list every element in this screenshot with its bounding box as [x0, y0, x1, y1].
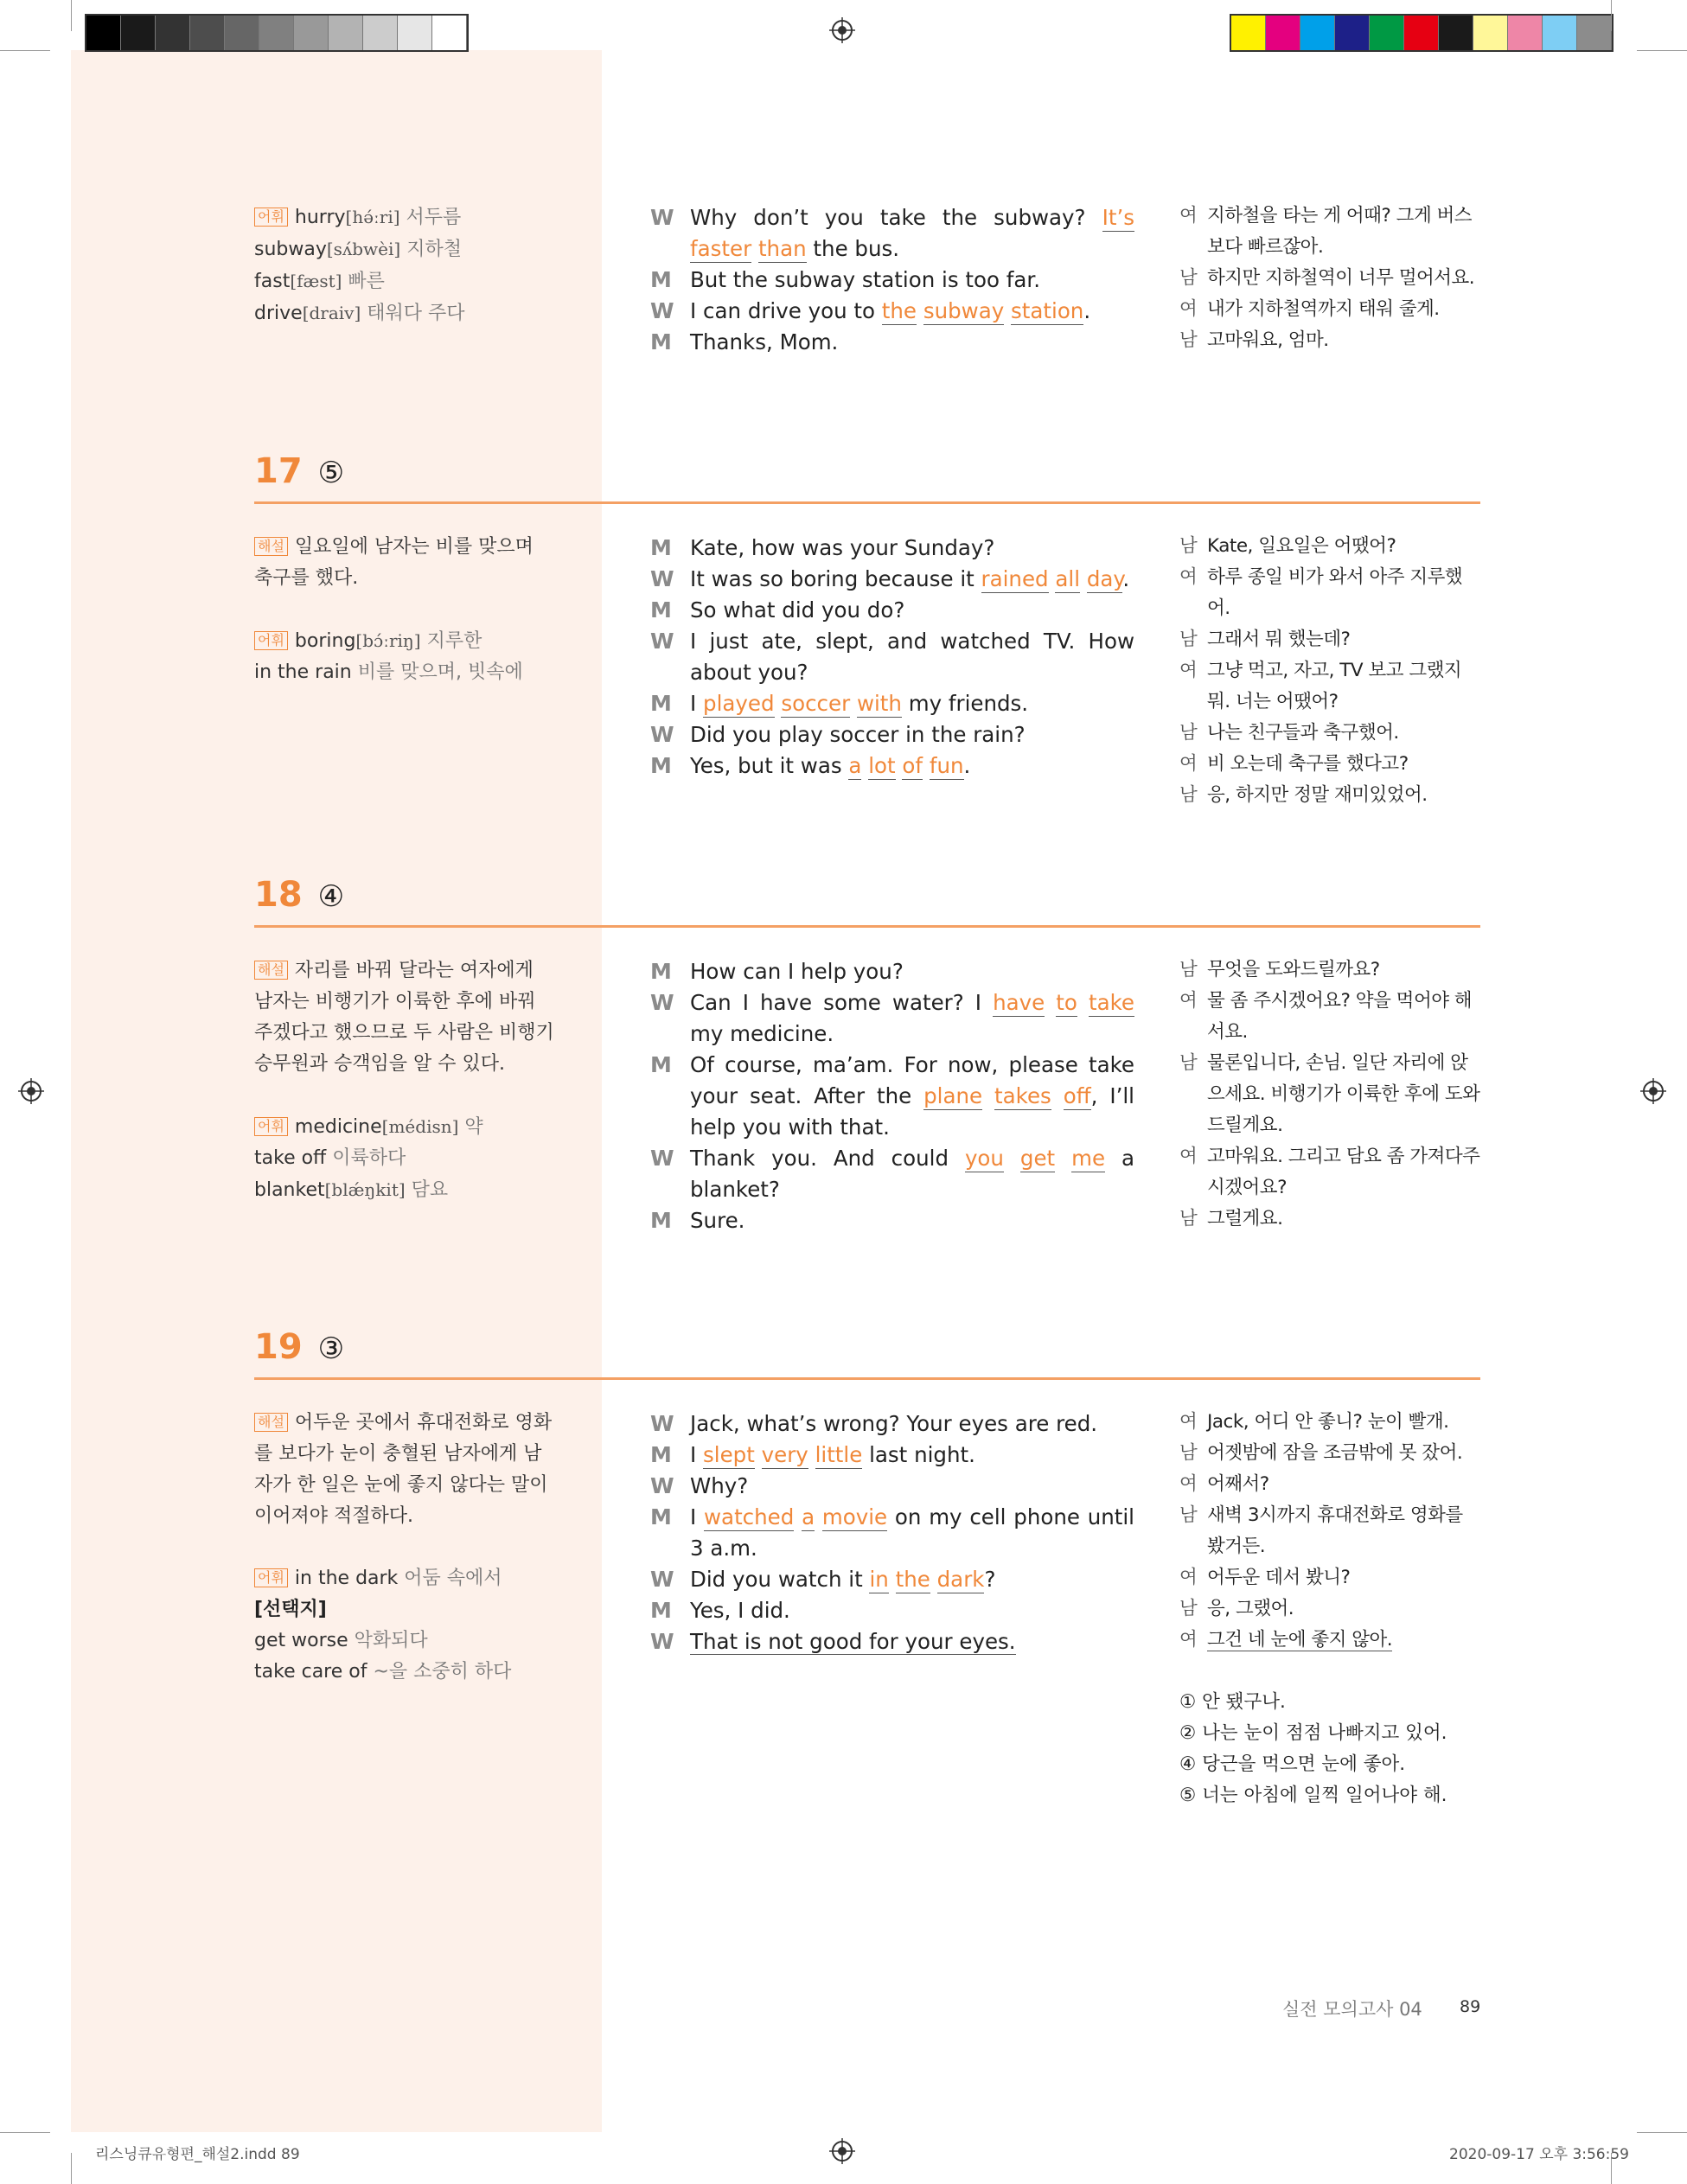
answer-blank: station — [1011, 298, 1084, 323]
dialog-text: Did you watch it in the dark? — [690, 1567, 996, 1592]
speaker-label: 남 — [1179, 629, 1198, 650]
answer-blank: takes — [994, 1083, 1051, 1108]
vocab-item — [254, 1563, 557, 1594]
translation-text: 나는 친구들과 축구했어. — [1207, 722, 1399, 744]
speaker-label: W — [650, 298, 674, 323]
answer-blank: the — [881, 298, 917, 323]
dialog-text: So what did you do? — [690, 597, 905, 623]
translation-text: 물 좀 주시겠어요? 약을 먹어야 해서요. — [1207, 990, 1473, 1043]
translation-line — [1179, 749, 1482, 780]
answer-blank: have — [993, 990, 1045, 1015]
answer-blank: get — [1019, 1146, 1056, 1171]
file-info: 리스닝큐유형편_해설2.indd 89 — [95, 2146, 300, 2163]
dialog-line — [650, 688, 1134, 719]
dialog-text: I slept very little last night. — [690, 1442, 975, 1467]
answer-blank: watched — [704, 1504, 795, 1529]
color-swatch — [363, 16, 398, 50]
vocab-term: fast — [254, 271, 291, 292]
speaker-label: 남 — [1179, 784, 1198, 806]
answer-blank: the — [895, 1567, 930, 1592]
answer-option: ④ 당근을 먹으면 눈에 좋아. — [1179, 1753, 1406, 1775]
speaker-label: 남 — [1179, 1598, 1198, 1619]
crop-mark — [1611, 0, 1612, 31]
translation-line — [1179, 955, 1482, 986]
speaker-label: 남 — [1179, 1442, 1198, 1464]
question-number: 18 — [254, 875, 303, 915]
translation-text: 그럴게요. — [1207, 1208, 1283, 1229]
crop-mark — [1637, 2132, 1687, 2133]
q16-korean-translation — [1179, 201, 1482, 356]
translation-text: 그냥 먹고, 자고, TV 보고 그랬지 뭐. 너는 어땠어? — [1207, 660, 1462, 712]
vocab-term: medicine — [294, 1116, 382, 1138]
answer-blank: a — [848, 753, 862, 778]
vocab-pronunciation: [bɔ́ːriŋ] — [355, 630, 421, 651]
answer-blank: subway — [923, 298, 1005, 323]
speaker-label: W — [650, 629, 674, 654]
translation-text: 비 오는데 축구를 했다고? — [1207, 753, 1409, 775]
vocab-pronunciation: [médisn] — [381, 1116, 459, 1137]
answer-blank: fun — [929, 753, 964, 778]
q18-heading — [254, 875, 344, 915]
explanation-tag: 해설 — [254, 1413, 288, 1432]
speaker-label: 여 — [1179, 205, 1198, 227]
color-swatch — [294, 16, 329, 50]
registration-mark-icon — [18, 1078, 44, 1104]
vocab-term: subway — [254, 239, 327, 260]
speaker-label: M — [650, 1208, 672, 1233]
q17-explanation: 해설 일요일에 남자는 비를 맞으며 축구를 했다. — [254, 536, 534, 589]
crop-mark — [71, 0, 72, 31]
vocab-item — [254, 297, 566, 329]
color-swatch — [1508, 16, 1543, 50]
speaker-label: 여 — [1179, 298, 1198, 320]
speaker-label: 여 — [1179, 1567, 1198, 1588]
answer-mark: ③ — [317, 1331, 345, 1366]
vocab-meaning: 약 — [458, 1116, 483, 1138]
speaker-label: M — [650, 1052, 672, 1077]
registration-mark-icon — [829, 17, 855, 43]
translation-line — [1179, 294, 1482, 325]
translation-line — [1179, 531, 1482, 562]
dialog-text: Yes, but it was a lot of fun. — [690, 753, 971, 778]
translation-text: 내가 지하철역까지 태워 줄게. — [1207, 298, 1440, 320]
vocab-item — [254, 1111, 557, 1143]
vocab-term: get worse — [254, 1630, 348, 1651]
dialog-line — [650, 533, 1134, 564]
grayscale-color-bar — [85, 14, 469, 52]
color-swatch — [1543, 16, 1577, 50]
dialog-line — [650, 1050, 1134, 1143]
vocab-meaning: 서두름 — [399, 207, 462, 228]
translation-line — [1179, 624, 1482, 655]
q19-dialog — [650, 1408, 1134, 1657]
vocab-item — [254, 233, 566, 265]
vocab-item — [254, 1143, 557, 1174]
answer-blank: lot — [868, 753, 896, 778]
color-swatch — [1404, 16, 1439, 50]
answer-blank: off — [1063, 1083, 1091, 1108]
speaker-label: 남 — [1179, 1052, 1198, 1074]
speaker-label: W — [650, 1567, 674, 1592]
dialog-line — [650, 564, 1134, 595]
vocab-term: drive — [254, 303, 303, 324]
answer-blank: you — [964, 1146, 1004, 1171]
q18-korean-translation — [1179, 955, 1482, 1235]
color-swatch — [1370, 16, 1404, 50]
translation-line — [1179, 1438, 1482, 1469]
speaker-label: M — [650, 959, 672, 984]
vocab-pronunciation: [blǽŋkit] — [324, 1179, 406, 1200]
translation-line — [1179, 1407, 1482, 1438]
answer-blank: all — [1055, 566, 1081, 591]
speaker-label: W — [650, 1629, 674, 1654]
translation-text: 하지만 지하철역이 너무 멀어서요. — [1207, 267, 1475, 289]
color-swatch — [1266, 16, 1300, 50]
speaker-label: M — [650, 329, 672, 354]
speaker-label: 남 — [1179, 329, 1198, 351]
vocab-term: take care of — [254, 1661, 367, 1683]
translation-text: Kate, 일요일은 어땠어? — [1207, 535, 1396, 557]
speaker-label: M — [650, 597, 672, 623]
vocab-tag: 어휘 — [254, 1117, 288, 1136]
vocab-term: in the dark — [294, 1568, 399, 1589]
registration-mark-icon — [1640, 1078, 1666, 1104]
q17-notes — [254, 532, 557, 688]
answer-blank: with — [856, 691, 902, 716]
dialog-line — [650, 1471, 1134, 1502]
answer-blank: take — [1088, 990, 1134, 1015]
vocab-meaning: 이륙하다 — [326, 1147, 406, 1169]
speaker-label: W — [650, 205, 674, 230]
translation-line — [1179, 562, 1482, 624]
translation-text: 고마워요. 그리고 담요 좀 가져다주시겠어요? — [1207, 1146, 1480, 1198]
dialog-text: Yes, I did. — [690, 1598, 790, 1623]
vocab-item — [254, 657, 557, 688]
dialog-line — [650, 202, 1134, 265]
dialog-line — [650, 750, 1134, 782]
vocab-meaning: 지루한 — [420, 630, 482, 652]
dialog-text: I played soccer with my friends. — [690, 691, 1029, 716]
color-swatch — [225, 16, 259, 50]
vocab-pronunciation: [hə́ːri] — [345, 207, 400, 227]
color-swatch — [86, 16, 121, 50]
q19-notes — [254, 1408, 557, 1688]
speaker-label: 남 — [1179, 535, 1198, 557]
speaker-label: W — [650, 990, 674, 1015]
dialog-text: Of course, ma’am. For now, please take your seat. After the plane takes off, I’ll help you with that. — [690, 1052, 1134, 1140]
translation-text: 고마워요, 엄마. — [1207, 329, 1329, 351]
answer-blank: slept — [703, 1442, 755, 1467]
answer-mark: ④ — [317, 879, 345, 914]
color-swatch — [1335, 16, 1370, 50]
dialog-line — [650, 987, 1134, 1050]
translation-text: 어젯밤에 잠을 조금밖에 못 잤어. — [1207, 1442, 1463, 1464]
print-timestamp: 2020-09-17 오후 3:56:59 — [1449, 2146, 1629, 2163]
dialog-line — [650, 1143, 1134, 1205]
dialog-text: Jack, what’s wrong? Your eyes are red. — [690, 1411, 1098, 1436]
speaker-label: 남 — [1179, 1208, 1198, 1229]
color-swatch — [329, 16, 363, 50]
dialog-line — [650, 1408, 1134, 1440]
underlined-answer: That is not good for your eyes. — [690, 1629, 1016, 1654]
translation-line — [1179, 655, 1482, 718]
dialog-text: Thank you. And could you get me a blanket? — [690, 1146, 1134, 1202]
translation-line — [1179, 986, 1482, 1048]
vocab-term: blanket — [254, 1179, 325, 1201]
section-divider — [254, 925, 1480, 928]
question-number: 17 — [254, 451, 303, 491]
translation-line — [1179, 1625, 1482, 1656]
vocab-item — [254, 625, 557, 657]
vocab-term: in the rain — [254, 661, 352, 683]
section-divider — [254, 1377, 1480, 1380]
dialog-text: Why? — [690, 1473, 749, 1498]
dialog-line — [650, 595, 1134, 626]
translation-line — [1179, 1562, 1482, 1593]
explanation-tag: 해설 — [254, 961, 288, 980]
q19-heading — [254, 1327, 344, 1367]
vocab-meaning: 악화되다 — [348, 1630, 428, 1651]
translation-text: Jack, 어디 안 좋니? 눈이 빨개. — [1207, 1411, 1449, 1433]
answer-blank: soccer — [781, 691, 851, 716]
speaker-label: 남 — [1179, 959, 1198, 980]
translation-text: 무엇을 도와드릴까요? — [1207, 959, 1380, 980]
speaker-label: W — [650, 1473, 674, 1498]
dialog-line — [650, 719, 1134, 750]
answer-blank: to — [1056, 990, 1077, 1015]
answer-option: ① 안 됐구나. — [1179, 1691, 1286, 1713]
speaker-label: M — [650, 535, 672, 560]
vocab-meaning: 담요 — [405, 1179, 449, 1201]
translation-line — [1179, 780, 1482, 811]
speaker-label: 남 — [1179, 722, 1198, 744]
answer-blank: faster — [690, 236, 752, 261]
q18-dialog — [650, 956, 1134, 1236]
vocab-item — [254, 1174, 557, 1206]
translation-text: 응, 하지만 정말 재미있었어. — [1207, 784, 1428, 806]
translation-line — [1179, 1048, 1482, 1141]
dialog-line — [650, 296, 1134, 327]
dialog-text: Did you play soccer in the rain? — [690, 722, 1026, 747]
dialog-text: It was so boring because it rained all day. — [690, 566, 1130, 591]
vocab-pronunciation: [sʌ́bwèi] — [326, 239, 401, 259]
translation-text: 새벽 3시까지 휴대전화로 영화를 봤거든. — [1207, 1504, 1463, 1557]
translation-text: 지하철을 타는 게 어때? 그게 버스보다 빠르잖아. — [1207, 205, 1473, 258]
crop-mark — [71, 2153, 72, 2184]
vocab-meaning: 빠른 — [342, 271, 385, 292]
translation-line — [1179, 263, 1482, 294]
q18-explanation: 해설 자리를 바꿔 달라는 여자에게 남자는 비행기가 이륙한 후에 바꿔 주겠다고 했으므로 두 사람은 비행기 승무원과 승객임을 알 수 있다. — [254, 960, 554, 1075]
translation-line — [1179, 325, 1482, 356]
q17-heading — [254, 451, 344, 491]
answer-option: ⑤ 너는 아침에 일찍 일어나야 해. — [1179, 1785, 1447, 1806]
dialog-line — [650, 1205, 1134, 1236]
vocab-item — [254, 1657, 557, 1688]
dialog-line — [650, 956, 1134, 987]
dialog-line — [650, 626, 1134, 688]
translation-line — [1179, 1500, 1482, 1562]
speaker-label: 여 — [1179, 1146, 1198, 1167]
color-swatch — [398, 16, 432, 50]
answer-blank: day — [1086, 566, 1123, 591]
vocab-item — [254, 265, 566, 297]
vocab-meaning: ~을 소중히 하다 — [367, 1661, 512, 1683]
color-swatch — [121, 16, 156, 50]
vocab-item — [254, 201, 566, 233]
speaker-label: 여 — [1179, 566, 1198, 588]
speaker-label: 남 — [1179, 1504, 1198, 1526]
color-swatch — [1473, 16, 1508, 50]
color-swatch — [1577, 16, 1612, 50]
vocab-term: hurry — [294, 207, 346, 228]
process-color-bar — [1230, 14, 1614, 52]
vocab-pronunciation: [fæst] — [290, 271, 342, 291]
dialog-text: I just ate, slept, and watched TV. How about you? — [690, 629, 1134, 685]
speaker-label: 여 — [1179, 1473, 1198, 1495]
color-swatch — [1231, 16, 1266, 50]
answer-blank: of — [902, 753, 923, 778]
speaker-label: 여 — [1179, 753, 1198, 775]
dialog-text: I can drive you to the subway station. — [690, 298, 1091, 323]
translation-text: 어째서? — [1207, 1473, 1269, 1495]
dialog-line — [650, 1626, 1134, 1657]
color-swatch — [156, 16, 190, 50]
answer-mark: ⑤ — [317, 456, 345, 490]
speaker-label: W — [650, 1411, 674, 1436]
speaker-label: M — [650, 1504, 672, 1529]
explanation-tag: 해설 — [254, 537, 288, 556]
speaker-label: W — [650, 722, 674, 747]
vocab-meaning: 어둠 속에서 — [398, 1568, 502, 1589]
vocab-meaning: 지하철 — [400, 239, 462, 260]
speaker-label: 남 — [1179, 267, 1198, 289]
q16-vocab — [254, 201, 566, 329]
vocab-tag: 어휘 — [254, 631, 288, 650]
vocab-term: take off — [254, 1147, 327, 1169]
translation-line — [1179, 1204, 1482, 1235]
vocab-term: boring — [294, 630, 356, 652]
speaker-label: M — [650, 267, 672, 292]
q16-dialog — [650, 202, 1134, 358]
translation-text: 물론입니다, 손님. 일단 자리에 앉으세요. 비행기가 이륙한 후에 도와드릴게요. — [1207, 1052, 1480, 1136]
section-label: 실전 모의고사 04 — [1282, 1999, 1422, 2020]
dialog-text: Can I have some water? I have to take my medicine. — [690, 990, 1134, 1046]
translation-line — [1179, 1593, 1482, 1625]
dialog-line — [650, 1440, 1134, 1471]
translation-line — [1179, 1469, 1482, 1500]
answer-blank: very — [761, 1442, 808, 1467]
speaker-label: M — [650, 1598, 672, 1623]
color-swatch — [1300, 16, 1335, 50]
dialog-text: How can I help you? — [690, 959, 904, 984]
vocab-tag: 어휘 — [254, 208, 288, 227]
dialog-text: Sure. — [690, 1208, 745, 1233]
translation-text — [1207, 1625, 1482, 1656]
dialog-text — [690, 1626, 1134, 1657]
answer-option: ② 나는 눈이 점점 나빠지고 있어. — [1179, 1722, 1447, 1744]
section-divider — [254, 501, 1480, 504]
speaker-label: 여 — [1179, 990, 1198, 1012]
dialog-line — [650, 327, 1134, 358]
answer-blank: rained — [981, 566, 1049, 591]
color-swatch — [1439, 16, 1473, 50]
translation-text: 하루 종일 비가 와서 아주 지루했어. — [1207, 566, 1463, 619]
dialog-text: Thanks, Mom. — [690, 329, 839, 354]
answer-blank: me — [1071, 1146, 1106, 1171]
translation-text: 어두운 데서 봤니? — [1207, 1567, 1351, 1588]
choices-label: [선택지] — [254, 1599, 327, 1620]
dialog-text: I watched a movie on my cell phone until 3 a.m. — [690, 1504, 1134, 1561]
answer-blank: in — [869, 1567, 889, 1592]
vocab-tag: 어휘 — [254, 1568, 288, 1587]
q19-explanation: 해설 어두운 곳에서 휴대전화로 영화를 보다가 눈이 충혈된 남자에게 남자가 한 일은 눈에 좋지 않다는 말이 이어져야 적절하다. — [254, 1412, 553, 1527]
q19-korean-translation — [1179, 1407, 1482, 1656]
speaker-label: W — [650, 566, 674, 591]
registration-mark-icon — [829, 2138, 855, 2164]
translation-line — [1179, 718, 1482, 749]
dialog-text: But the subway station is too far. — [690, 267, 1040, 292]
answer-blank: plane — [923, 1083, 983, 1108]
q17-korean-translation — [1179, 531, 1482, 811]
speaker-label: W — [650, 1146, 674, 1171]
answer-blank: than — [757, 236, 807, 261]
translation-line — [1179, 201, 1482, 263]
answer-blank: a — [802, 1504, 815, 1529]
translation-text: 그래서 뭐 했는데? — [1207, 629, 1351, 650]
crop-mark — [0, 2132, 50, 2133]
answer-blank: played — [703, 691, 775, 716]
page-number: 89 — [1460, 1997, 1481, 2016]
vocab-item — [254, 1625, 557, 1657]
dialog-line — [650, 265, 1134, 296]
speaker-label: 여 — [1179, 660, 1198, 681]
vocab-meaning: 태워다 주다 — [361, 303, 465, 324]
dialog-line — [650, 1564, 1134, 1595]
answer-blank: movie — [821, 1504, 888, 1529]
speaker-label: 여 — [1179, 1411, 1198, 1433]
answer-blank: dark — [936, 1567, 985, 1592]
speaker-label: M — [650, 1442, 672, 1467]
speaker-label: M — [650, 691, 672, 716]
q17-dialog — [650, 533, 1134, 782]
translation-line — [1179, 1141, 1482, 1204]
speaker-label: M — [650, 753, 672, 778]
color-swatch — [432, 16, 467, 50]
color-swatch — [190, 16, 225, 50]
color-swatch — [259, 16, 294, 50]
dialog-line — [650, 1502, 1134, 1564]
underlined-answer: 그건 네 눈에 좋지 않아. — [1207, 1629, 1393, 1651]
crop-mark — [0, 50, 50, 51]
dialog-text: Kate, how was your Sunday? — [690, 535, 995, 560]
crop-mark — [1637, 50, 1687, 51]
dialog-text: Why don’t you take the subway? It’s faster than the bus. — [690, 205, 1134, 261]
translation-text: 응, 그랬어. — [1207, 1598, 1294, 1619]
question-number: 19 — [254, 1327, 303, 1367]
q19-answer-options — [1179, 1687, 1482, 1811]
vocab-meaning: 비를 맞으며, 빗속에 — [351, 661, 523, 683]
answer-blank: little — [815, 1442, 863, 1467]
q18-notes — [254, 955, 557, 1206]
dialog-line — [650, 1595, 1134, 1626]
vocab-pronunciation: [draiv] — [302, 303, 361, 323]
answer-blank: It’s — [1102, 205, 1134, 230]
speaker-label: 여 — [1179, 1629, 1198, 1651]
